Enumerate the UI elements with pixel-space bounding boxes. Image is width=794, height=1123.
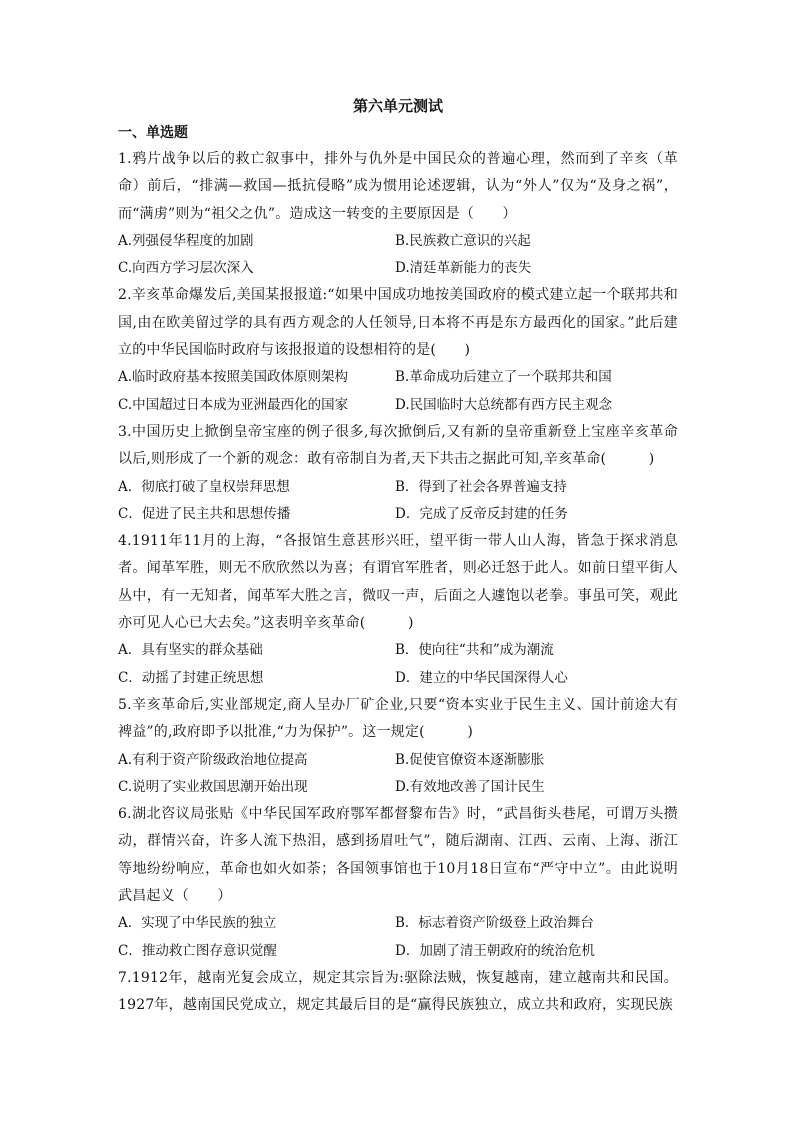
option-list xyxy=(118,637,678,692)
exam-page xyxy=(118,92,678,1020)
option-b: B．得到了社会各界普遍支持 xyxy=(395,478,567,495)
option-b: B.民族救亡意识的兴起 xyxy=(395,232,531,249)
option-c: C．推动救亡图存意识觉醒 xyxy=(118,942,277,959)
option-a: A．具有坚实的群众基础 xyxy=(118,642,263,659)
option-d: D．建立的中华民国深得人心 xyxy=(395,669,568,686)
option-d: D．完成了反帝反封建的任务 xyxy=(395,505,568,522)
option-b: B．使向往“共和”成为潮流 xyxy=(395,642,554,659)
option-c: C.说明了实业救国思潮开始出现 xyxy=(118,778,308,795)
option-a: A.有利于资产阶级政治地位提高 xyxy=(118,751,308,768)
option-c: C.中国超过日本成为亚洲最西化的国家 xyxy=(118,396,349,413)
question-stem: 6.湖北咨议局张贴《中华民国军政府鄂军都督黎布告》时，“武昌街头巷尾，可谓万头攒动，群情兴奋，许多人流下热泪，感到扬眉吐气”，随后湖南、江西、云南、上海、浙江等地纷纷响应，革命也如火如荼；各国领事馆也于10月18日宣布“严守中立”。由此说明武昌起义（ ） xyxy=(118,806,678,905)
section-heading: 一、单选题 xyxy=(118,125,188,141)
question-stem: 5.辛亥革命后,实业部规定,商人呈办厂矿企业,只要“资本实业于民生主义、国计前途大有裨益”的,政府即予以批准,“力为保护”。这一规定( ) xyxy=(118,696,678,741)
option-c: C．动摇了封建正统思想 xyxy=(118,669,264,686)
question-stem: 1.鸦片战争以后的救亡叙事中，排外与仇外是中国民众的普遍心理，然而到了辛亥（革命）前后，“排满—救国—抵抗侵略”成为惯用论述逻辑，认为“外人”仅为“及身之祸”，而“满虏”则为“祖父之仇”。造成这一转变的主要原因是（ ） xyxy=(118,151,678,222)
option-list xyxy=(118,474,678,529)
option-a: A.列强侵华程度的加剧 xyxy=(118,232,254,249)
option-d: D.民国临时大总统都有西方民主观念 xyxy=(395,396,613,413)
question-stem: 2.辛亥革命爆发后,美国某报报道:“如果中国成功地按美国政府的模式建立起一个联邦共和国,由在欧美留过学的具有西方观念的人任领导,日本将不再是东方最西化的国家。”此后建立的中华民国临时政府与该报报道的设想相符的是( ) xyxy=(118,287,678,359)
option-list xyxy=(118,747,678,802)
option-c: C.向西方学习层次深入 xyxy=(118,260,254,277)
option-a: A.临时政府基本按照美国政体原则架构 xyxy=(118,369,349,386)
option-list xyxy=(118,910,678,965)
page-title: 第六单元测试 xyxy=(352,97,443,115)
question-2 xyxy=(118,282,678,418)
question-1 xyxy=(118,146,678,282)
question-6 xyxy=(118,801,678,965)
question-4 xyxy=(118,528,678,692)
option-b: B.促使官僚资本逐渐膨胀 xyxy=(395,751,545,768)
option-list xyxy=(118,364,678,419)
option-a: A．实现了中华民族的独立 xyxy=(118,915,277,932)
option-c: C．促进了民主共和思想传播 xyxy=(118,505,291,522)
option-b: B．标志着资产阶级登上政治舞台 xyxy=(395,915,594,932)
question-stem: 7.1912年，越南光复会成立，规定其宗旨为:驱除法贼，恢复越南，建立越南共和民国。1927年，越南国民党成立，规定其最后目的是“赢得民族独立，成立共和政府，实现民族 xyxy=(118,969,678,1014)
question-5 xyxy=(118,692,678,801)
option-d: D.有效地改善了国计民生 xyxy=(395,778,545,795)
option-b: B.革命成功后建立了一个联邦共和国 xyxy=(395,369,612,386)
question-7 xyxy=(118,965,678,1020)
option-list xyxy=(118,228,678,283)
option-d: D．加剧了清王朝政府的统治危机 xyxy=(395,942,595,959)
question-stem: 3.中国历史上掀倒皇帝宝座的例子很多,每次掀倒后,又有新的皇帝重新登上宝座辛亥革命以后,则形成了一个新的观念：敢有帝制自为者,天下共击之据此可知,辛亥革命( ) xyxy=(118,423,678,468)
option-a: A．彻底打破了皇权崇拜思想 xyxy=(118,478,290,495)
question-3 xyxy=(118,419,678,528)
question-stem: 4.1911年11月的上海，“各报馆生意甚形兴旺，望平街一带人山人海，皆急于探求消息者。闻革军胜，则无不欣欣然以为喜；有谓官军胜者，则必迁怒于此人。如前日望平街人丛中，有一无知者，闻革军大胜之言，微叹一声，后面之人遽饱以老拳。事虽可笑，观此亦可见人心已大去矣。”这表明辛亥革命( ) xyxy=(118,533,678,632)
option-d: D.清廷革新能力的丧失 xyxy=(395,260,532,277)
